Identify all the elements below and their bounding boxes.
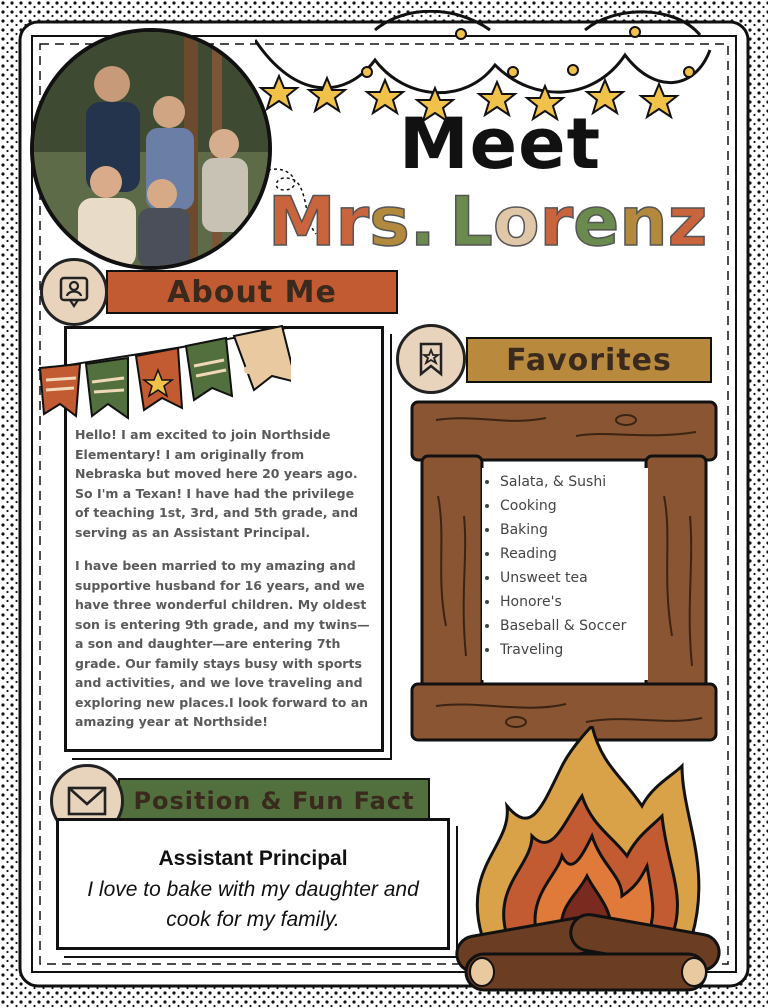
position-card — [56, 818, 450, 950]
favorite-item: • Unsweet tea — [500, 566, 648, 590]
person-badge-icon — [56, 274, 92, 310]
position-title: Assistant Principal — [158, 847, 348, 870]
page-title-meet: Meet — [398, 103, 602, 185]
bookmark-star-icon — [415, 341, 447, 377]
favorite-item: • Cooking — [500, 494, 648, 518]
favorites-banner — [466, 337, 712, 383]
about-icon-circle — [40, 258, 108, 326]
name-letter: r — [539, 183, 574, 262]
about-paragraph-2: I have been married to my amazing and supportive husband for 16 years, and we have three wonderful children. My oldest son is entering 9th grade, and my twins—a son and daughter—are entering 7th grade. Our family stays busy with sports and activities, and we love traveling and exploring new places.I look forward to an amazing year at Northside! — [75, 558, 370, 729]
family-photo — [30, 28, 272, 270]
name-letter: s — [369, 183, 410, 262]
favorite-item: • Baking — [500, 518, 648, 542]
about-me-heading: About Me — [167, 274, 337, 310]
envelope-icon — [67, 786, 107, 816]
favorites-icon-circle — [396, 324, 466, 394]
fun-fact-text: I love to bake with my daughter and cook for my family. — [87, 878, 419, 931]
position-heading: Position & Fun Fact — [133, 787, 415, 815]
pennant-bunting — [36, 320, 291, 425]
name-letter: M — [268, 183, 336, 262]
favorite-item: • Baseball & Soccer — [500, 614, 648, 638]
favorite-item: • Reading — [500, 542, 648, 566]
favorite-item: • Honore's — [500, 590, 648, 614]
name-letter: . — [409, 183, 436, 262]
favorite-item: • Traveling — [500, 638, 648, 662]
favorites-list-panel — [482, 468, 648, 680]
favorites-heading: Favorites — [506, 342, 672, 378]
name-letter: L — [449, 183, 493, 262]
name-letter: n — [619, 183, 668, 262]
name-letter: z — [667, 183, 708, 262]
name-letter: r — [335, 183, 370, 262]
name-letter: o — [492, 183, 540, 262]
teacher-name — [268, 183, 728, 273]
favorite-item: • Salata, & Sushi — [500, 470, 648, 494]
name-letter: e — [573, 183, 620, 262]
favorites-list — [482, 470, 648, 662]
campfire-illustration — [452, 726, 724, 998]
about-paragraph-1: Hello! I am excited to join Northside Elementary! I am originally from Nebraska but moved here 20 years ago. So I'm a Texan! I have had the privilege of teaching 1st, 3rd, and 5th grade, and serving as an Assistant Principal. — [75, 427, 359, 540]
about-me-banner — [106, 270, 398, 314]
